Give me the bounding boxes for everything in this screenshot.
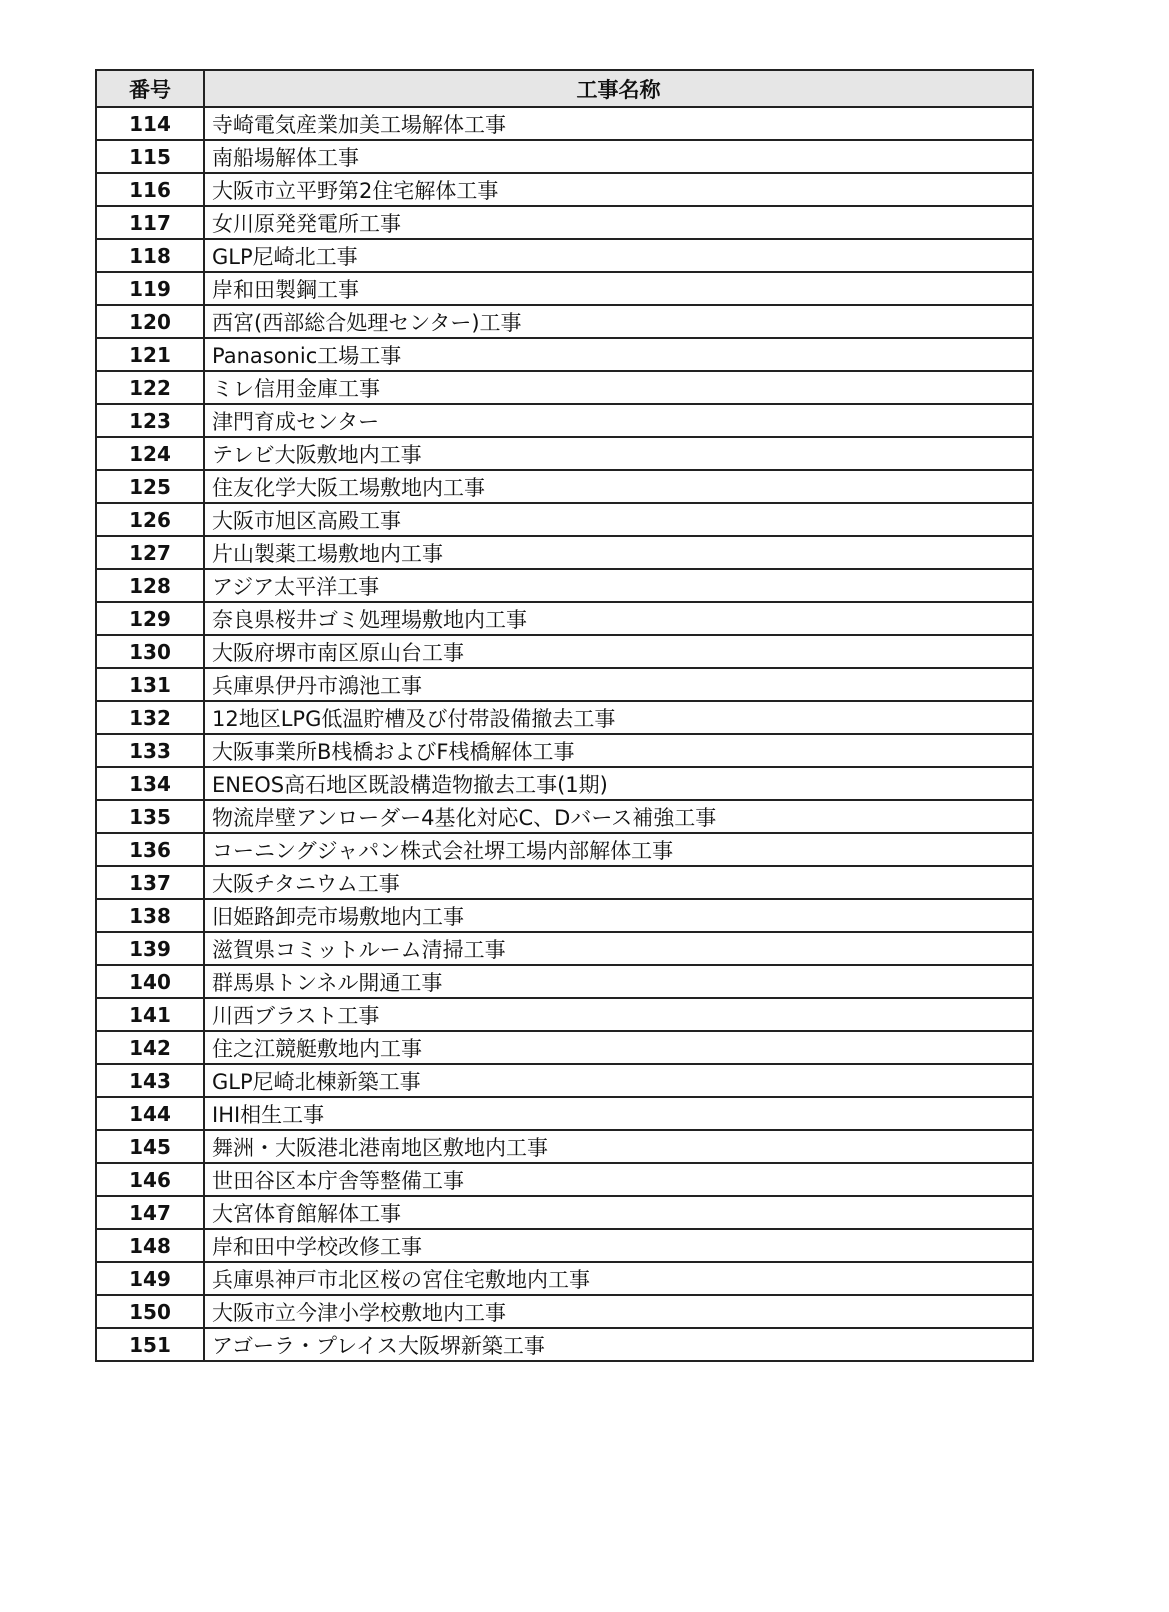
- row-project-name: 片山製薬工場敷地内工事: [204, 536, 1033, 569]
- table-row: [96, 1064, 1033, 1097]
- table-row: [96, 833, 1033, 866]
- row-project-name: 兵庫県伊丹市鴻池工事: [204, 668, 1033, 701]
- table-row: [96, 536, 1033, 569]
- row-number: 126: [96, 503, 204, 536]
- row-project-name: 群馬県トンネル開通工事: [204, 965, 1033, 998]
- row-number: 122: [96, 371, 204, 404]
- row-number: 138: [96, 899, 204, 932]
- table-row: [96, 206, 1033, 239]
- row-number: 120: [96, 305, 204, 338]
- row-number: 142: [96, 1031, 204, 1064]
- row-number: 136: [96, 833, 204, 866]
- construction-table: [95, 69, 1034, 1362]
- row-project-name: 兵庫県神戸市北区桜の宮住宅敷地内工事: [204, 1262, 1033, 1295]
- row-number: 140: [96, 965, 204, 998]
- row-number: 117: [96, 206, 204, 239]
- row-project-name: GLP尼崎北工事: [204, 239, 1033, 272]
- table-row: [96, 1295, 1033, 1328]
- table-header-row: [96, 70, 1033, 107]
- row-number: 125: [96, 470, 204, 503]
- row-project-name: 12地区LPG低温貯槽及び付帯設備撤去工事: [204, 701, 1033, 734]
- row-project-name: 津門育成センター: [204, 404, 1033, 437]
- table-row: [96, 272, 1033, 305]
- table-row: [96, 866, 1033, 899]
- table-row: [96, 470, 1033, 503]
- table-row: [96, 173, 1033, 206]
- row-project-name: ENEOS高石地区既設構造物撤去工事(1期): [204, 767, 1033, 800]
- row-number: 130: [96, 635, 204, 668]
- row-number: 133: [96, 734, 204, 767]
- table-row: [96, 899, 1033, 932]
- row-project-name: 物流岸壁アンローダー4基化対応C、Dバース補強工事: [204, 800, 1033, 833]
- row-number: 148: [96, 1229, 204, 1262]
- row-number: 114: [96, 107, 204, 140]
- row-number: 132: [96, 701, 204, 734]
- table-row: [96, 1229, 1033, 1262]
- table-row: [96, 404, 1033, 437]
- table-row: [96, 371, 1033, 404]
- row-number: 134: [96, 767, 204, 800]
- row-project-name: 大阪市立平野第2住宅解体工事: [204, 173, 1033, 206]
- row-project-name: アゴーラ・プレイス大阪堺新築工事: [204, 1328, 1033, 1361]
- row-number: 123: [96, 404, 204, 437]
- row-project-name: 大阪府堺市南区原山台工事: [204, 635, 1033, 668]
- table-row: [96, 668, 1033, 701]
- table-row: [96, 998, 1033, 1031]
- table-row: [96, 965, 1033, 998]
- row-project-name: IHI相生工事: [204, 1097, 1033, 1130]
- row-project-name: 住友化学大阪工場敷地内工事: [204, 470, 1033, 503]
- row-project-name: 大阪市立今津小学校敷地内工事: [204, 1295, 1033, 1328]
- row-number: 116: [96, 173, 204, 206]
- row-project-name: コーニングジャパン株式会社堺工場内部解体工事: [204, 833, 1033, 866]
- column-header-number: 番号: [96, 70, 204, 107]
- table-row: [96, 1163, 1033, 1196]
- row-number: 151: [96, 1328, 204, 1361]
- row-number: 149: [96, 1262, 204, 1295]
- row-project-name: アジア太平洋工事: [204, 569, 1033, 602]
- row-project-name: 滋賀県コミットルーム清掃工事: [204, 932, 1033, 965]
- table-row: [96, 305, 1033, 338]
- row-number: 145: [96, 1130, 204, 1163]
- row-number: 141: [96, 998, 204, 1031]
- row-project-name: GLP尼崎北棟新築工事: [204, 1064, 1033, 1097]
- row-number: 121: [96, 338, 204, 371]
- row-project-name: ミレ信用金庫工事: [204, 371, 1033, 404]
- row-project-name: 奈良県桜井ゴミ処理場敷地内工事: [204, 602, 1033, 635]
- row-project-name: 岸和田中学校改修工事: [204, 1229, 1033, 1262]
- row-number: 146: [96, 1163, 204, 1196]
- row-project-name: 岸和田製鋼工事: [204, 272, 1033, 305]
- row-project-name: 住之江競艇敷地内工事: [204, 1031, 1033, 1064]
- row-number: 144: [96, 1097, 204, 1130]
- table-row: [96, 569, 1033, 602]
- table-row: [96, 1262, 1033, 1295]
- table-row: [96, 932, 1033, 965]
- row-project-name: 舞洲・大阪港北港南地区敷地内工事: [204, 1130, 1033, 1163]
- row-project-name: 川西ブラスト工事: [204, 998, 1033, 1031]
- row-number: 147: [96, 1196, 204, 1229]
- table-row: [96, 437, 1033, 470]
- row-number: 135: [96, 800, 204, 833]
- table-row: [96, 1328, 1033, 1361]
- table-row: [96, 107, 1033, 140]
- table-row: [96, 767, 1033, 800]
- table-row: [96, 1031, 1033, 1064]
- table-row: [96, 602, 1033, 635]
- row-number: 127: [96, 536, 204, 569]
- table-row: [96, 1196, 1033, 1229]
- table-row: [96, 140, 1033, 173]
- table-row: [96, 734, 1033, 767]
- table-row: [96, 701, 1033, 734]
- row-project-name: 旧姫路卸売市場敷地内工事: [204, 899, 1033, 932]
- row-number: 143: [96, 1064, 204, 1097]
- row-number: 139: [96, 932, 204, 965]
- row-project-name: 寺崎電気産業加美工場解体工事: [204, 107, 1033, 140]
- row-project-name: テレビ大阪敷地内工事: [204, 437, 1033, 470]
- row-project-name: 南船場解体工事: [204, 140, 1033, 173]
- row-project-name: 大阪チタニウム工事: [204, 866, 1033, 899]
- row-number: 118: [96, 239, 204, 272]
- row-project-name: 西宮(西部総合処理センター)工事: [204, 305, 1033, 338]
- row-number: 119: [96, 272, 204, 305]
- table-row: [96, 800, 1033, 833]
- table-row: [96, 635, 1033, 668]
- table-body: [96, 107, 1033, 1361]
- table-row: [96, 1097, 1033, 1130]
- column-header-name: 工事名称: [204, 70, 1033, 107]
- table-row: [96, 1130, 1033, 1163]
- row-project-name: Panasonic工場工事: [204, 338, 1033, 371]
- row-number: 137: [96, 866, 204, 899]
- table-row: [96, 503, 1033, 536]
- row-number: 131: [96, 668, 204, 701]
- row-number: 129: [96, 602, 204, 635]
- row-project-name: 女川原発発電所工事: [204, 206, 1033, 239]
- row-project-name: 大阪事業所B桟橋およびF桟橋解体工事: [204, 734, 1033, 767]
- row-project-name: 大宮体育館解体工事: [204, 1196, 1033, 1229]
- table-row: [96, 239, 1033, 272]
- construction-list-sheet: [95, 69, 1032, 1362]
- row-project-name: 世田谷区本庁舎等整備工事: [204, 1163, 1033, 1196]
- row-number: 124: [96, 437, 204, 470]
- row-number: 115: [96, 140, 204, 173]
- row-number: 128: [96, 569, 204, 602]
- row-number: 150: [96, 1295, 204, 1328]
- row-project-name: 大阪市旭区高殿工事: [204, 503, 1033, 536]
- table-row: [96, 338, 1033, 371]
